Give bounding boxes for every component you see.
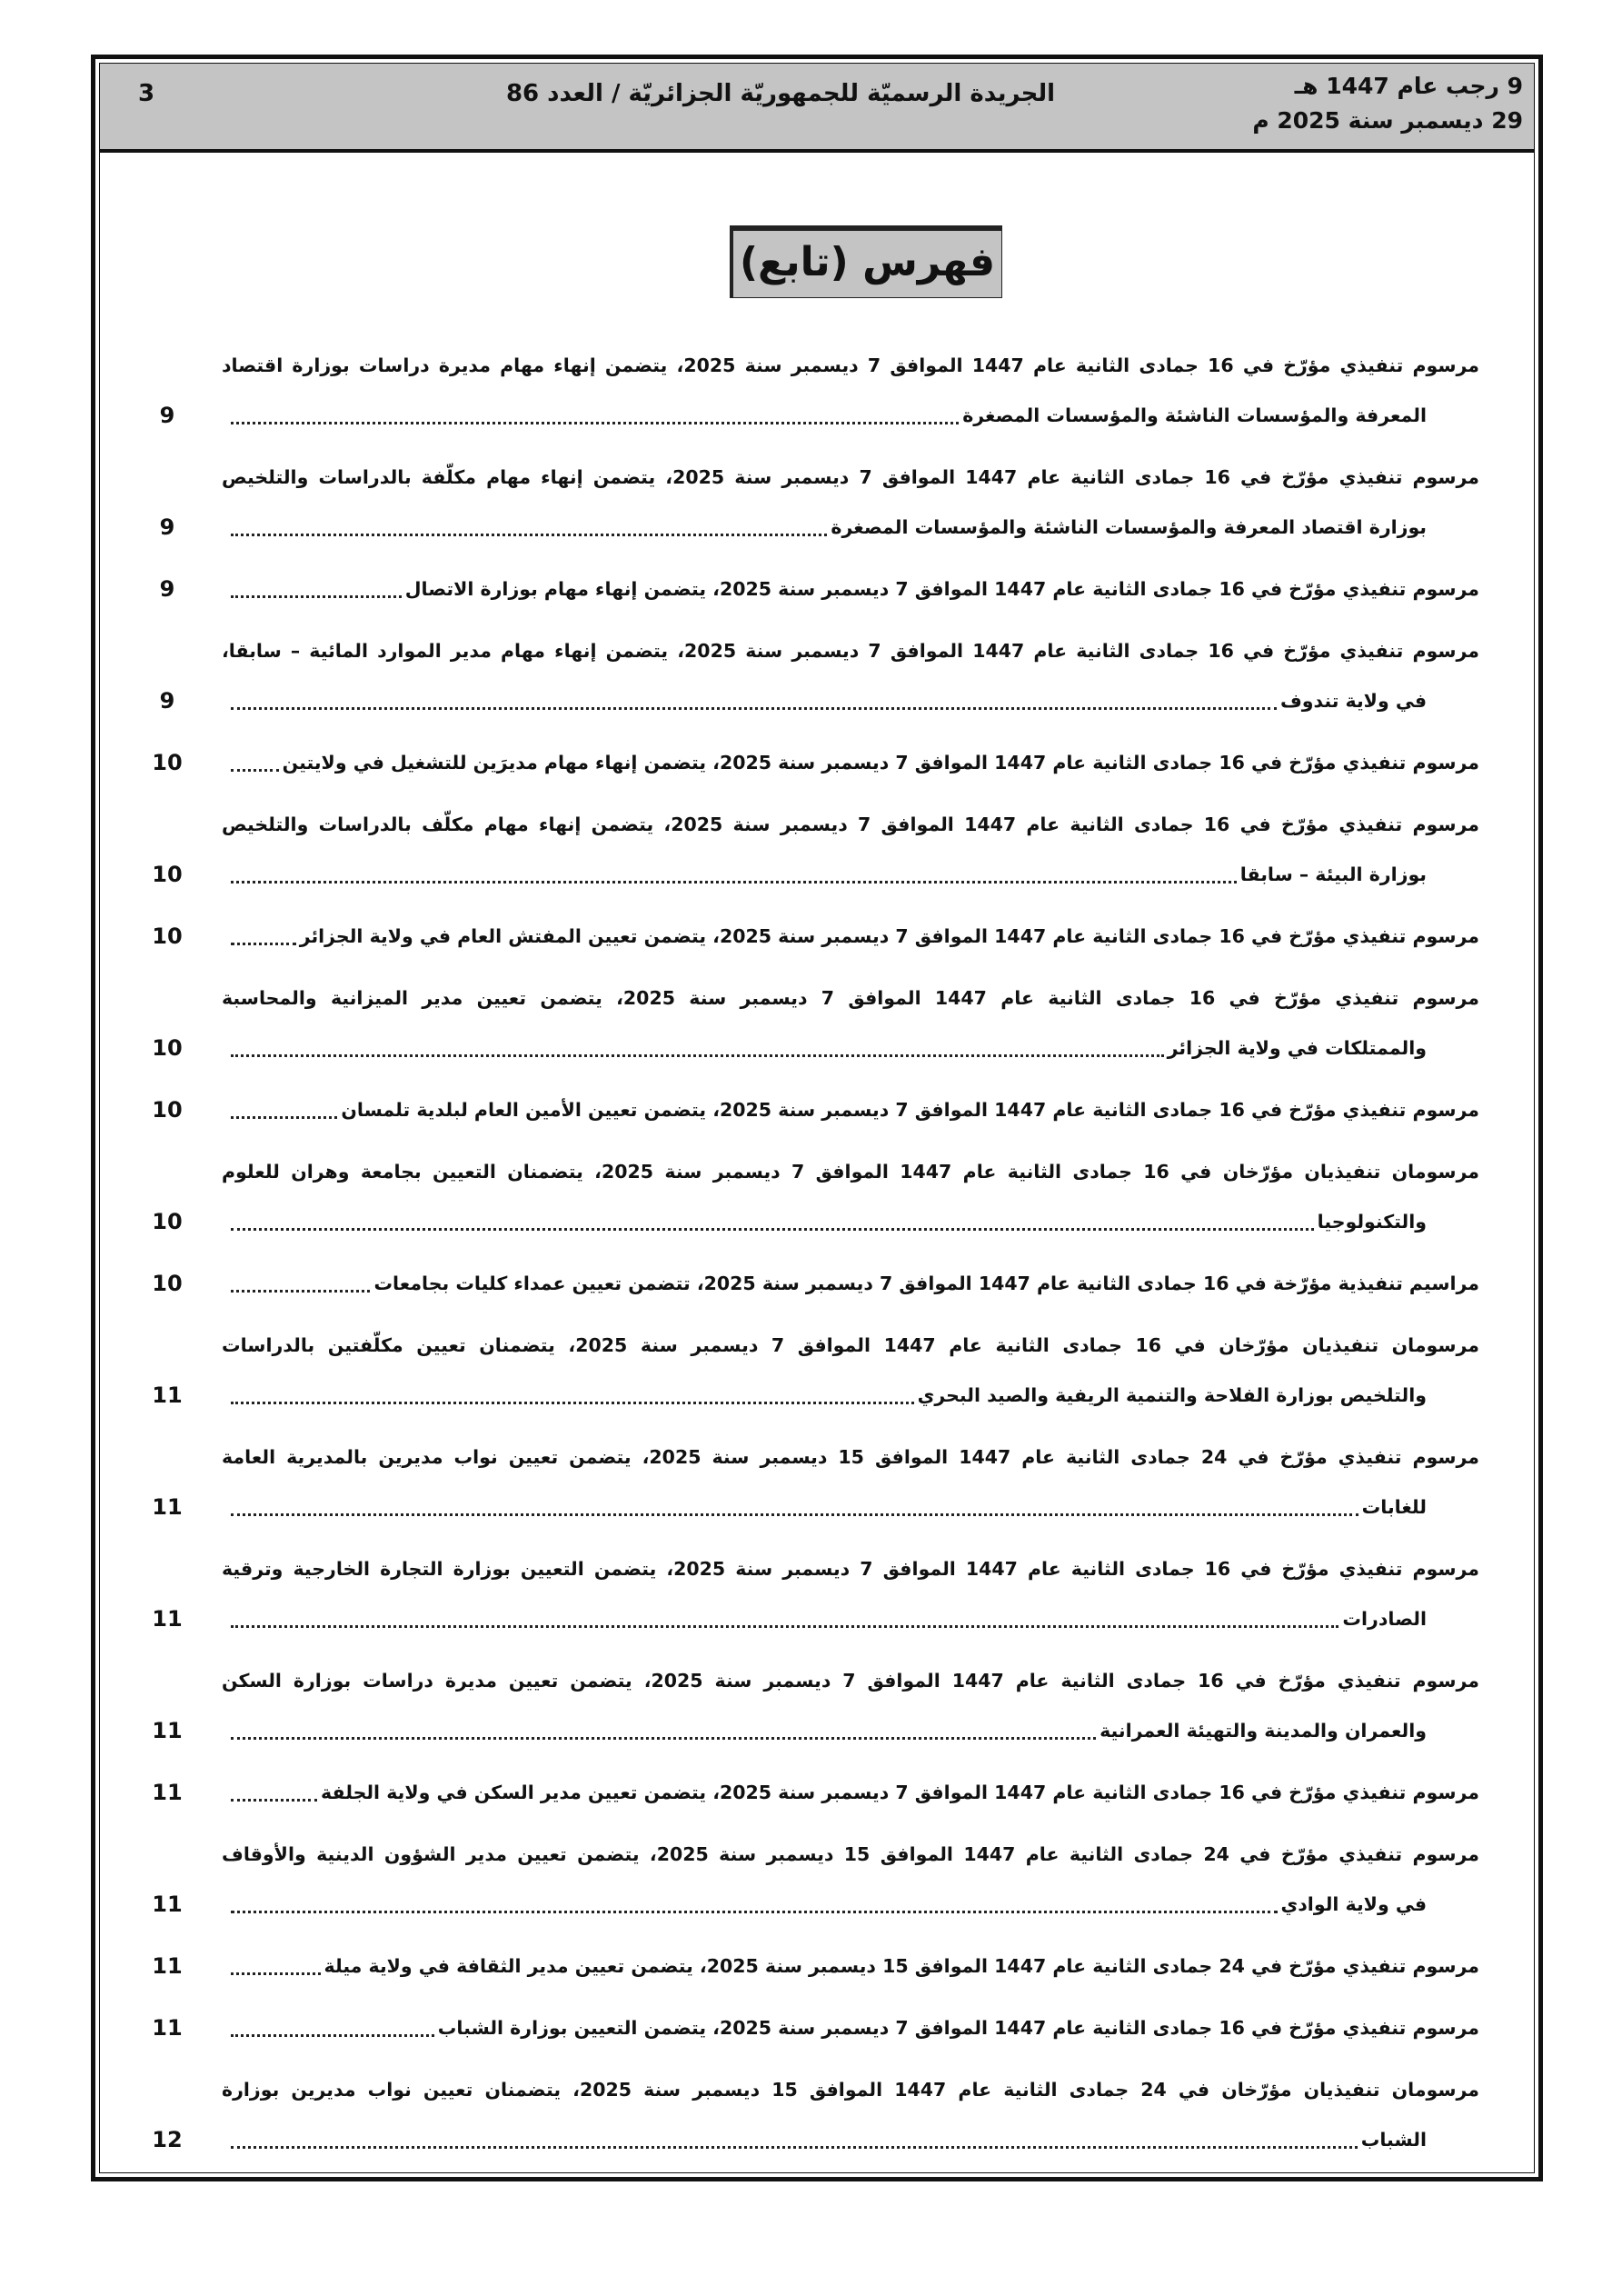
entry-text: مرسوم تنفيذي مؤرّخ في 16 جمادى الثانية عام 1447 الموافق 7 ديسمبر سنة 2025، يتضمن إنهاء مهام مديرَين للتشغيل في ولايتين <box>282 752 1479 774</box>
entry-text: بوزارة البيئة – سابقا <box>1239 863 1427 885</box>
entry-text: مرسوم تنفيذي مؤرّخ في 24 جمادى الثانية عام 1447 الموافق 15 ديسمبر سنة 2025، يتضمن تعيين نواب مديرين بالمديرية العامة <box>222 1446 1479 1468</box>
dot-leader <box>231 1706 1096 1740</box>
inner-frame <box>99 63 1535 2173</box>
dot-leader <box>231 1371 914 1404</box>
entry-line-last <box>149 1197 1479 1247</box>
toc-list <box>149 341 1479 2177</box>
toc-entry <box>149 1830 1479 1930</box>
dot-leader <box>231 564 402 598</box>
entry-line <box>149 1544 1479 1594</box>
entry-text: والتكنولوجيا <box>1317 1211 1427 1233</box>
dot-leader <box>231 1197 1314 1231</box>
toc-entry <box>149 564 1479 614</box>
section-title: فهرس (تابع) <box>730 225 1002 298</box>
entry-line <box>149 1656 1479 1706</box>
entry-text: مرسومان تنفيذيان مؤرّخان في 24 جمادى الثانية عام 1447 الموافق 15 ديسمبر سنة 2025، يتضمنان تعيين نواب مديرين بوزارة <box>222 2079 1479 2101</box>
dot-leader <box>231 738 279 772</box>
dot-leader <box>231 391 959 424</box>
entry-line-last <box>149 503 1479 553</box>
page-number: 3 <box>138 80 155 107</box>
dot-leader <box>231 1594 1338 1628</box>
entry-page-number: 11 <box>152 1780 183 1805</box>
dot-leader <box>231 850 1237 883</box>
entry-text: للغابات <box>1361 1496 1427 1518</box>
entry-line <box>149 341 1479 391</box>
entry-line <box>149 2065 1479 2115</box>
entry-page-number: 11 <box>152 1892 183 1917</box>
entry-page-number: 9 <box>159 688 175 714</box>
entry-page-number: 11 <box>152 2015 183 2041</box>
toc-entry <box>149 1942 1479 1992</box>
entry-line <box>149 1433 1479 1482</box>
entry-line-last <box>149 1023 1479 1073</box>
toc-entry <box>149 341 1479 441</box>
dot-leader <box>231 2115 1358 2149</box>
toc-entry <box>149 973 1479 1073</box>
toc-entry <box>149 800 1479 900</box>
entry-text: مرسوم تنفيذي مؤرّخ في 16 جمادى الثانية عام 1447 الموافق 7 ديسمبر سنة 2025، يتضمن تعيين المفتش العام في ولاية الجزائر <box>299 925 1479 947</box>
toc-entry <box>149 1147 1479 1247</box>
entry-line-last <box>149 1371 1479 1421</box>
dot-leader <box>231 1259 370 1293</box>
gregorian-date: 29 ديسمبر سنة 2025 م <box>1252 107 1523 134</box>
entry-line-last <box>149 1880 1479 1930</box>
entry-text: مرسوم تنفيذي مؤرّخ في 16 جمادى الثانية عام 1447 الموافق 7 ديسمبر سنة 2025، يتضمن التعيين بوزارة التجارة الخارجية وترقية <box>222 1558 1479 1580</box>
toc-entry <box>149 2003 1479 2053</box>
entry-line <box>149 626 1479 676</box>
entry-line-last <box>149 1482 1479 1532</box>
toc-entry <box>149 1544 1479 1644</box>
entry-text: مرسوم تنفيذي مؤرّخ في 16 جمادى الثانية عام 1447 الموافق 7 ديسمبر سنة 2025، يتضمن تعيين الأمين العام لبلدية تلمسان <box>341 1099 1479 1121</box>
entry-line <box>149 1147 1479 1197</box>
entry-line-last <box>149 2115 1479 2165</box>
entry-page-number: 10 <box>152 1097 183 1123</box>
entry-text: بوزارة اقتصاد المعرفة والمؤسسات الناشئة والمؤسسات المصغرة <box>831 516 1427 538</box>
entry-text: مرسومان تنفيذيان مؤرّخان في 16 جمادى الثانية عام 1447 الموافق 7 ديسمبر سنة 2025، يتضمنان تعيين مكلّفتين بالدراسات <box>222 1334 1479 1356</box>
entry-line-last <box>149 912 1479 962</box>
toc-entry <box>149 738 1479 788</box>
entry-page-number: 10 <box>152 1271 183 1296</box>
dot-leader <box>231 1880 1278 1913</box>
dot-leader <box>231 1023 1164 1057</box>
toc-entry <box>149 1085 1479 1135</box>
entry-text: والممتلكات في ولاية الجزائر <box>1167 1037 1427 1059</box>
entry-text: مرسوم تنفيذي مؤرّخ في 24 جمادى الثانية عام 1447 الموافق 15 ديسمبر سنة 2025، يتضمن تعيين مدير الثقافة في ولاية ميلة <box>323 1955 1479 1977</box>
entry-page-number: 11 <box>152 1494 183 1520</box>
entry-text: مراسيم تنفيذية مؤرّخة في 16 جمادى الثانية عام 1447 الموافق 7 ديسمبر سنة 2025، تتضمن تعيين عمداء كليات بجامعات <box>373 1273 1479 1294</box>
entry-text: مرسوم تنفيذي مؤرّخ في 16 جمادى الثانية عام 1447 الموافق 7 ديسمبر سنة 2025، يتضمن تعيين مديرة دراسات بوزارة السكن <box>222 1670 1479 1692</box>
entry-line <box>149 1830 1479 1880</box>
entry-page-number: 10 <box>152 862 183 887</box>
entry-page-number: 9 <box>159 403 175 428</box>
entry-line-last <box>149 2003 1479 2053</box>
entry-text: الصادرات <box>1342 1608 1427 1630</box>
entry-page-number: 10 <box>152 1035 183 1061</box>
entry-page-number: 9 <box>159 514 175 540</box>
journal-title <box>100 80 1534 107</box>
entry-page-number: 12 <box>152 2127 183 2152</box>
dot-leader <box>231 1768 317 1802</box>
entry-line-last <box>149 676 1479 726</box>
entry-line-last <box>149 1594 1479 1644</box>
entry-line-last <box>149 564 1479 614</box>
entry-line-last <box>149 1768 1479 1818</box>
entry-line-last <box>149 391 1479 441</box>
entry-line-last <box>149 1259 1479 1309</box>
entry-text: في ولاية الوادي <box>1280 1893 1427 1915</box>
entry-text: مرسوم تنفيذي مؤرّخ في 16 جمادى الثانية عام 1447 الموافق 7 ديسمبر سنة 2025، يتضمن إنهاء مهام مدير الموارد المائية – سابقا، <box>222 640 1479 662</box>
dot-leader <box>231 1085 337 1119</box>
toc-entry <box>149 1433 1479 1532</box>
entry-text: مرسوم تنفيذي مؤرّخ في 24 جمادى الثانية عام 1447 الموافق 15 ديسمبر سنة 2025، يتضمن تعيين مدير الشؤون الدينية والأوقاف <box>222 1843 1479 1865</box>
dot-leader <box>231 1482 1358 1516</box>
entry-text: مرسوم تنفيذي مؤرّخ في 16 جمادى الثانية عام 1447 الموافق 7 ديسمبر سنة 2025، يتضمن إنهاء مهام بوزارة الاتصال <box>404 578 1479 600</box>
entry-page-number: 11 <box>152 1718 183 1743</box>
toc-entry <box>149 1656 1479 1756</box>
entry-page-number: 11 <box>152 1606 183 1632</box>
entry-line <box>149 1321 1479 1371</box>
entry-line <box>149 973 1479 1023</box>
toc-entry <box>149 1321 1479 1421</box>
entry-text: مرسوم تنفيذي مؤرّخ في 16 جمادى الثانية عام 1447 الموافق 7 ديسمبر سنة 2025، يتضمن إنهاء مهام مكلّفة بالدراسات والتلخيص <box>222 466 1480 488</box>
entry-line <box>149 453 1479 503</box>
dot-leader <box>231 2003 434 2037</box>
entry-line-last <box>149 850 1479 900</box>
journal-title-text: الجريدة الرسميّة للجمهوريّة الجزائريّة / العدد 86 <box>505 80 1056 107</box>
entry-page-number: 11 <box>152 1953 183 1979</box>
entry-text: الشباب <box>1360 2129 1427 2151</box>
hijri-date: 9 رجب عام 1447 هـ <box>1294 73 1523 99</box>
toc-entry <box>149 1259 1479 1309</box>
entry-line-last <box>149 1942 1479 1992</box>
entry-page-number: 10 <box>152 750 183 775</box>
entry-text: مرسوم تنفيذي مؤرّخ في 16 جمادى الثانية عام 1447 الموافق 7 ديسمبر سنة 2025، يتضمن تعيين مدير السكن في ولاية الجلفة <box>321 1782 1479 1803</box>
entry-text: مرسوم تنفيذي مؤرّخ في 16 جمادى الثانية عام 1447 الموافق 7 ديسمبر سنة 2025، يتضمن إنهاء مهام مديرة دراسات بوزارة اقتصاد <box>222 354 1479 376</box>
toc-entry <box>149 626 1479 726</box>
entry-line-last <box>149 1085 1479 1135</box>
toc-entry <box>149 1768 1479 1818</box>
entry-page-number: 10 <box>152 1209 183 1234</box>
entry-text: مرسوم تنفيذي مؤرّخ في 16 جمادى الثانية عام 1447 الموافق 7 ديسمبر سنة 2025، يتضمن إنهاء مهام مكلّف بالدراسات والتلخيص <box>222 814 1479 835</box>
toc-entry <box>149 912 1479 962</box>
entry-text: مرسوم تنفيذي مؤرّخ في 16 جمادى الثانية عام 1447 الموافق 7 ديسمبر سنة 2025، يتضمن تعيين مدير الميزانية والمحاسبة <box>222 987 1479 1009</box>
entry-line-last <box>149 1706 1479 1756</box>
entry-text: مرسوم تنفيذي مؤرّخ في 16 جمادى الثانية عام 1447 الموافق 7 ديسمبر سنة 2025، يتضمن التعيين بوزارة الشباب <box>437 2017 1479 2039</box>
toc-entry <box>149 2065 1479 2165</box>
entry-line-last <box>149 738 1479 788</box>
dot-leader <box>231 912 296 945</box>
entry-text: في ولاية تندوف <box>1279 690 1427 712</box>
page-frame <box>91 55 1543 2181</box>
entry-text: المعرفة والمؤسسات الناشئة والمؤسسات المصغرة <box>962 404 1427 426</box>
toc-entry <box>149 453 1479 553</box>
page-header <box>100 64 1534 153</box>
entry-line <box>149 800 1479 850</box>
dot-leader <box>231 503 827 536</box>
entry-page-number: 9 <box>159 576 175 602</box>
dot-leader <box>231 1942 321 1975</box>
dot-leader <box>231 676 1277 710</box>
entry-page-number: 10 <box>152 923 183 949</box>
entry-text: مرسومان تنفيذيان مؤرّخان في 16 جمادى الثانية عام 1447 الموافق 7 ديسمبر سنة 2025، يتضمنان التعيين بجامعة وهران للعلوم <box>222 1161 1479 1183</box>
entry-text: والعمران والمدينة والتهيئة العمرانية <box>1100 1720 1427 1742</box>
entry-text: والتلخيص بوزارة الفلاحة والتنمية الريفية والصيد البحري <box>917 1384 1427 1406</box>
entry-page-number: 11 <box>152 1383 183 1408</box>
